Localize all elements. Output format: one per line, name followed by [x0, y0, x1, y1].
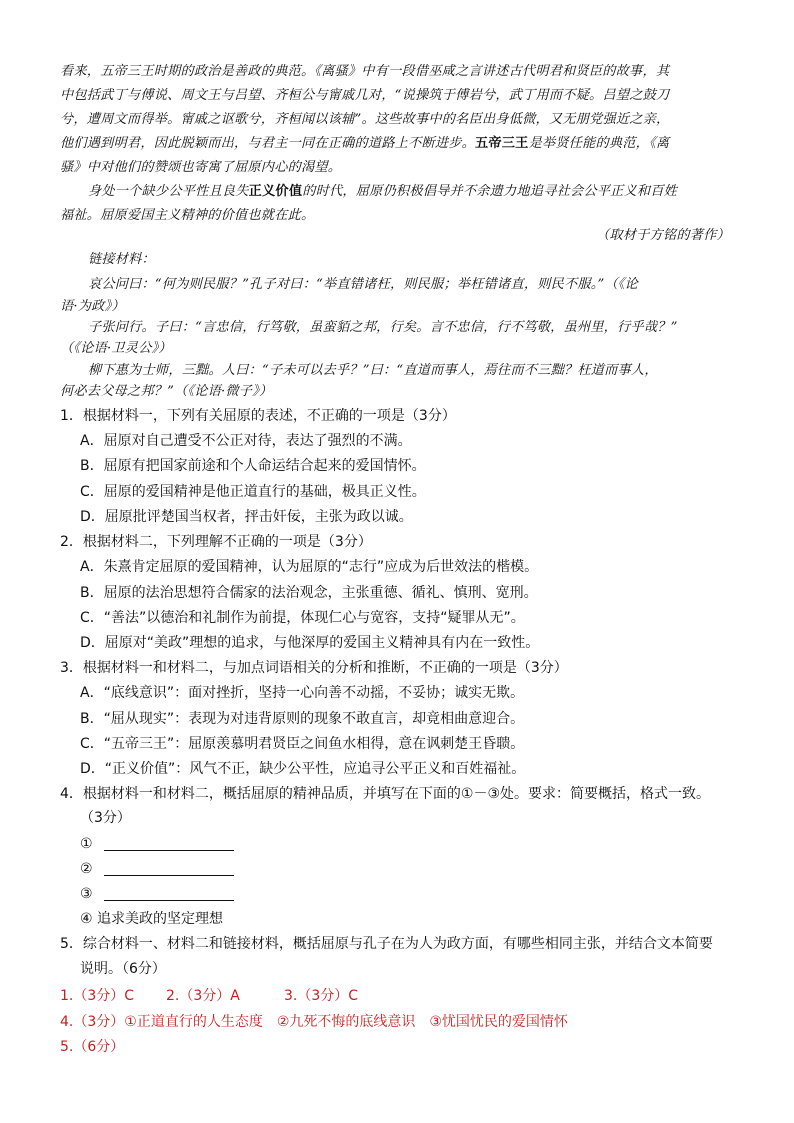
material-line: [60, 134, 669, 154]
q1-option-b: B．屈原有把国家前途和个人命运结合起来的爱国情怀。: [80, 458, 426, 474]
source-note: （取材于方铭的著作）: [596, 228, 730, 243]
material-line: [88, 182, 677, 202]
answer-blank-1[interactable]: [104, 850, 234, 851]
material-text: 的时代，屈原仍积极倡导并不余遗力地追寻社会公平正义和百姓: [302, 184, 678, 199]
material-line: 看来，五帝三王时期的政治是善政的典范。《离骚》中有一段借巫咸之言讲述古代明君和贤臣的故事，其: [60, 64, 670, 79]
answer-3: 3.（3分）C: [284, 988, 359, 1004]
link-material-line: 语·为政》）: [60, 299, 125, 314]
q1-option-c: C．屈原的爱国精神是他正道直行的基础，极具正义性。: [80, 484, 426, 500]
q2-option-c: C．“善法”以德治和礼制作为前提，体现仁心与宽容，支持“疑罪从无”。: [80, 610, 525, 626]
q2-option-d: D．屈原对“美政”理想的追求，与他深厚的爱国主义精神具有内在一致性。: [80, 635, 540, 651]
answer-1: 1.（3分）C: [60, 988, 135, 1004]
answer-blank-label: ①: [80, 836, 93, 852]
question-1-stem: 1．根据材料一，下列有关屈原的表述，不正确的一项是（3分）: [60, 408, 456, 424]
link-material-line: 子张问行。子曰：“言忠信，行笃敬，虽蛮貊之邦，行矣。言不忠信，行不笃敬，虽州里，行乎哉？”: [88, 320, 678, 335]
question-5-score: 说明。（6分）: [80, 961, 166, 977]
answer-4: 4.（3分）①正道直行的人生态度 ②九死不悔的底线意识 ③忧国忧民的爱国情怀: [60, 1014, 568, 1030]
answer-blank-3[interactable]: [104, 900, 234, 901]
question-3-stem: 3．根据材料一和材料二，与加点词语相关的分析和推断，不正确的一项是（3分）: [60, 660, 568, 676]
q3-option-d: D．“正义价值”：风气不正，缺少公平性，应追寻公平正义和百姓福祉。: [80, 761, 526, 777]
material-line: 兮，遭周文而得举。甯戚之讴歌兮，齐桓闻以该辅”。这些故事中的名臣出身低微，又无朋党强近之亲，: [60, 112, 670, 127]
material-line: 骚》中对他们的赞颂也寄寓了屈原内心的渴望。: [60, 160, 342, 175]
q3-option-a: A．“底线意识”：面对挫折，坚持一心向善不动摇，不妥协；诚实无欺。: [80, 685, 525, 701]
material-text: 身处一个缺少公平性且良失: [88, 184, 249, 199]
answer-5: 5.（6分）: [60, 1039, 125, 1055]
answer-2: 2.（3分）A: [166, 988, 240, 1004]
material-text: 他们遇到明君，因此脱颖而出，与君主一同在正确的道路上不断进步。: [60, 136, 476, 151]
link-material-line: （《论语·卫灵公》）: [60, 341, 172, 356]
material-text: 是举贤任能的典范，《离: [528, 136, 670, 151]
q3-option-c: C．“五帝三王”：屈原羡慕明君贤臣之间鱼水相得，意在讽刺楚王昏聩。: [80, 736, 525, 752]
q2-option-a: A．朱熹肯定屈原的爱国精神，认为屈原的“志行”应成为后世效法的楷模。: [80, 559, 539, 575]
question-4-score: （3分）: [80, 810, 131, 826]
q1-option-d: D．屈原批评楚国当权者，抨击奸佞，主张为政以诚。: [80, 509, 413, 525]
question-2-stem: 2．根据材料二，下列理解不正确的一项是（3分）: [60, 534, 372, 550]
link-title: 链接材料：: [88, 252, 155, 267]
q3-option-b: B．“屈从现实”：表现为对违背原则的现象不敢直言，却竟相曲意迎合。: [80, 711, 525, 727]
question-5-stem: 5．综合材料一、材料二和链接材料，概括屈原与孔子在为人为政方面，有哪些相同主张，并结合文本简要: [60, 936, 713, 952]
answer-blank-2[interactable]: [104, 875, 234, 876]
dotted-term: 五帝三王: [475, 136, 529, 151]
link-material-line: 哀公问曰：“何为则民服？”孔子对曰：“举直错诸枉，则民服；举枉错诸直，则民不服。”（《论: [88, 277, 639, 292]
dotted-term: 正义价值: [248, 184, 303, 199]
material-line: 中包括武丁与傅说、周文王与吕望、齐桓公与甯戚几对，“说操筑于傅岩兮，武丁用而不疑。吕望之鼓刀: [60, 88, 670, 103]
question-4-stem: 4．根据材料一和材料二，概括屈原的精神品质，并填写在下面的①－③处。要求：简要概括，格式一致。: [60, 786, 711, 802]
q1-option-a: A．屈原对自己遭受不公正对待，表达了强烈的不满。: [80, 433, 412, 449]
q2-option-b: B．屈原的法治思想符合儒家的法治观念，主张重德、循礼、慎刑、宽刑。: [80, 585, 538, 601]
answer-blank-label: ③: [80, 886, 93, 902]
question-4-given-item: ④ 追求美政的坚定理想: [80, 911, 224, 927]
link-material-line: 何必去父母之邦？”（《论语·微子》）: [60, 384, 273, 399]
material-line: 福祉。屈原爱国主义精神的价值也就在此。: [60, 208, 315, 223]
link-material-line: 柳下惠为士师，三黜。人曰：“子未可以去乎？”曰：“直道而事人，焉往而不三黜？枉道而事人，: [88, 363, 658, 378]
answer-blank-label: ②: [80, 861, 93, 877]
